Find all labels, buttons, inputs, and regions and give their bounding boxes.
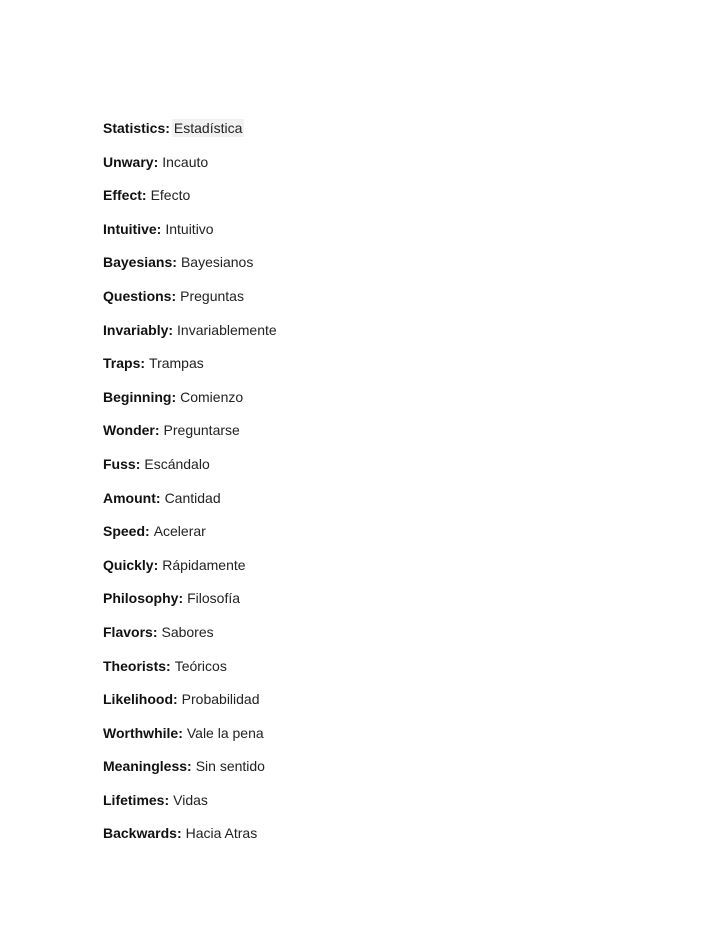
glossary-entry: Statistics: Estadística	[103, 120, 243, 136]
entry-translation: Invariablemente	[177, 321, 277, 338]
entry-term: Meaningless	[103, 758, 188, 775]
entry-term: Beginning	[103, 388, 172, 405]
glossary-entry: Wonder: Preguntarse	[103, 422, 240, 439]
glossary-entry: Questions: Preguntas	[103, 287, 244, 304]
entry-translation: Rápidamente	[162, 556, 246, 573]
entry-term: Theorists	[103, 657, 167, 674]
glossary-entry: Backwards: Hacia Atras	[103, 825, 258, 842]
glossary-entry: Unwary: Incauto	[103, 153, 209, 170]
entry-term: Philosophy	[103, 590, 179, 607]
entry-translation: Efecto	[150, 187, 191, 204]
entry-translation: Probabilidad	[181, 691, 260, 708]
entry-term: Traps	[103, 355, 141, 372]
glossary-entry: Worthwhile: Vale la pena	[103, 724, 264, 741]
entry-translation: Comienzo	[180, 388, 244, 405]
glossary-entry: Flavors: Sabores	[103, 623, 214, 640]
entry-term: Amount	[103, 489, 156, 506]
entry-translation: Teóricos	[174, 657, 227, 674]
entry-translation: Preguntas	[180, 287, 244, 304]
glossary-entry: Speed: Acelerar	[103, 523, 206, 540]
entry-term: Unwary	[103, 153, 154, 170]
glossary-entry: Traps: Trampas	[103, 355, 204, 372]
entry-term: Worthwhile	[103, 724, 179, 741]
entry-term: Fuss	[103, 455, 136, 472]
entry-translation: Sabores	[161, 623, 214, 640]
entry-term: Questions	[103, 287, 172, 304]
glossary-entry: Meaningless: Sin sentido	[103, 758, 265, 775]
entry-term: Wonder	[103, 422, 155, 439]
entry-translation: Intuitivo	[165, 220, 214, 237]
entry-translation: Hacia Atras	[185, 825, 258, 842]
entry-term: Intuitive	[103, 220, 157, 237]
entry-translation: Cantidad	[164, 489, 221, 506]
entry-translation: Estadística	[173, 120, 243, 136]
entry-translation: Vale la pena	[186, 724, 264, 741]
entry-translation: Vidas	[173, 791, 208, 808]
entry-term: Speed	[103, 523, 146, 540]
glossary-entry: Bayesians: Bayesianos	[103, 254, 254, 271]
entry-term: Backwards	[103, 825, 177, 842]
entry-term: Likelihood	[103, 691, 173, 708]
glossary-entry: Lifetimes: Vidas	[103, 791, 208, 808]
entry-translation: Filosofía	[187, 590, 241, 607]
entry-term: Statistics	[103, 120, 166, 136]
entry-translation: Escándalo	[144, 455, 210, 472]
glossary-entry: Beginning: Comienzo	[103, 388, 244, 405]
entry-term: Invariably	[103, 321, 169, 338]
entry-translation: Bayesianos	[180, 254, 254, 271]
entry-term: Bayesians	[103, 254, 173, 271]
entry-translation: Acelerar	[153, 523, 206, 540]
entry-translation: Preguntarse	[163, 422, 240, 439]
entry-term: Flavors	[103, 623, 153, 640]
glossary-entry: Likelihood: Probabilidad	[103, 691, 260, 708]
glossary-list	[103, 118, 277, 857]
glossary-entry: Quickly: Rápidamente	[103, 556, 246, 573]
glossary-entry: Fuss: Escándalo	[103, 455, 210, 472]
glossary-entry: Invariably: Invariablemente	[103, 321, 277, 338]
glossary-entry: Effect: Efecto	[103, 187, 191, 204]
entry-translation: Trampas	[149, 355, 204, 372]
entry-translation: Sin sentido	[195, 758, 265, 775]
glossary-entry: Intuitive: Intuitivo	[103, 220, 214, 237]
entry-term: Effect	[103, 187, 142, 204]
entry-translation: Incauto	[162, 153, 209, 170]
glossary-entry: Theorists: Teóricos	[103, 657, 227, 674]
glossary-entry: Philosophy: Filosofía	[103, 590, 241, 607]
glossary-entry: Amount: Cantidad	[103, 489, 221, 506]
entry-term: Lifetimes	[103, 791, 165, 808]
entry-term: Quickly	[103, 556, 154, 573]
